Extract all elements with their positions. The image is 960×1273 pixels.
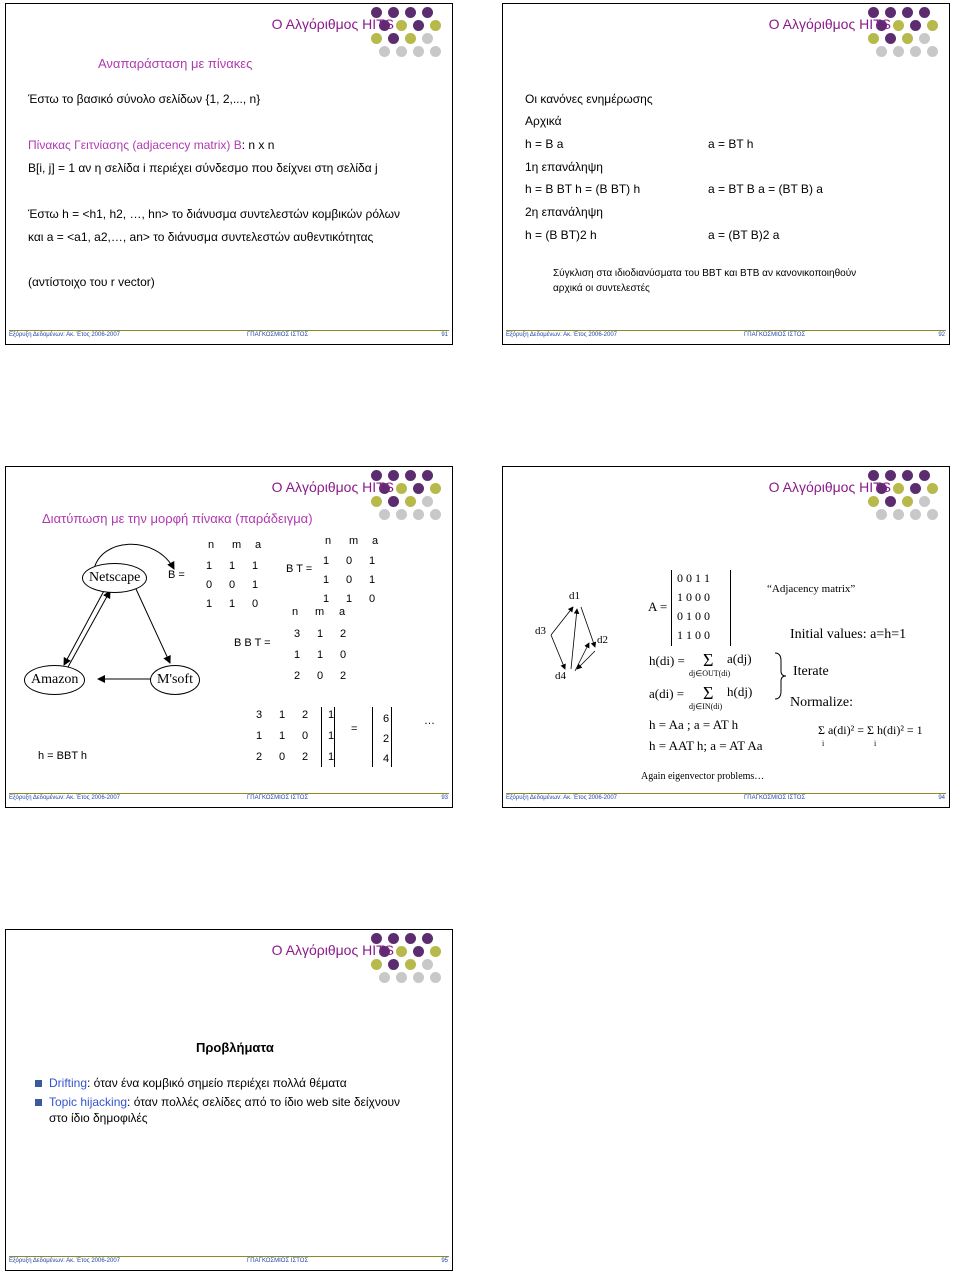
decoration-dot — [430, 972, 441, 983]
matrix-cell: 2 — [302, 709, 309, 721]
slide-title: Ο Αλγόριθμος HITS — [768, 479, 891, 495]
col-head: m — [232, 539, 242, 551]
matrix-cell: 1 — [317, 649, 324, 661]
text-line: Αρχικά — [525, 114, 562, 128]
matrix-cell: 1 — [206, 598, 213, 610]
matrix-cell: 0 — [279, 751, 286, 763]
text-line: 2η επανάληψη — [525, 205, 603, 219]
decoration-dot — [910, 46, 921, 57]
normalize-formula: Σ a(di)² = Σ h(di)² = 1 — [818, 723, 923, 737]
text-fragment: : n x n — [241, 138, 275, 152]
slide-93 — [5, 466, 453, 808]
matrix-row — [323, 590, 375, 609]
col-head: n — [292, 606, 299, 618]
matrix-row — [294, 624, 346, 645]
matrix-cell: 0 — [317, 670, 324, 682]
matrix-cell: 1 — [229, 598, 236, 610]
text-line: Οι κανόνες ενημέρωσης — [525, 92, 653, 106]
col-head: a — [255, 539, 262, 551]
ones-vector — [328, 705, 334, 768]
footer-topic: ΓΠΑΓΚΟΣΜΙΟΣ ΙΣΤΟΣ — [744, 795, 806, 801]
decoration-dot — [388, 33, 399, 44]
normalize-label: Normalize: — [790, 695, 853, 710]
formula-h: h(di) = — [649, 653, 685, 668]
matrix-row: 1 1 0 0 — [677, 628, 710, 642]
product-matrix — [256, 705, 308, 768]
vector-cell: 1 — [328, 730, 335, 742]
matrix-row — [206, 595, 258, 614]
adjacency-label: “Adjacency matrix” — [767, 583, 856, 595]
matrix-cell: 2 — [256, 751, 263, 763]
slide-subtitle: Αναπαράσταση με πίνακες — [98, 56, 253, 71]
decoration-dot — [371, 33, 382, 44]
formula-vector-2: h = AAT h; a = AT Aa — [649, 738, 763, 753]
matrix-cell: 0 — [229, 579, 236, 591]
decoration-dot — [876, 46, 887, 57]
matrix-cell: 1 — [206, 560, 213, 572]
matrix-cell: 2 — [302, 751, 309, 763]
formula-a-sub: dj∈IN(di) — [689, 702, 723, 711]
decoration-dot — [430, 20, 441, 31]
matrix-cell: 1 — [346, 593, 353, 605]
sum-index: i — [874, 739, 877, 748]
matrix-cell: 1 — [323, 555, 330, 567]
matrix-cell: 1 — [252, 579, 259, 591]
matrix-row — [256, 726, 308, 747]
footer-topic: ΓΠΑΓΚΟΣΜΙΟΣ ΙΣΤΟΣ — [247, 795, 309, 801]
decoration-dot — [927, 46, 938, 57]
matrix-cell: 0 — [340, 649, 347, 661]
bullet-term: Topic hijacking — [49, 1095, 128, 1109]
slide-94 — [502, 466, 950, 808]
graph-node-d4: d4 — [555, 670, 566, 682]
text-line: a = (BT B)2 a — [708, 228, 780, 242]
matrix-row: 0 0 1 1 — [677, 571, 710, 585]
brace — [773, 651, 787, 701]
matrix-cell: 1 — [323, 593, 330, 605]
decoration-dot — [868, 33, 879, 44]
bullet-text: : όταν ένα κομβικό σημείο περιέχει πολλά θέματα — [87, 1076, 347, 1090]
text-line: B[i, j] = 1 αν η σελίδα i περιέχει σύνδεσμο που δείχνει στη σελίδα j — [28, 161, 378, 175]
decoration-dot — [405, 959, 416, 970]
vector-cell: 1 — [328, 709, 335, 721]
vector-cell: 6 — [383, 713, 390, 725]
decoration-dot — [902, 7, 913, 18]
result-vector — [383, 709, 389, 769]
eigenvector-note: Again eigenvector problems… — [641, 771, 765, 782]
slide-footer — [9, 793, 449, 804]
matrix-row — [206, 557, 258, 576]
decoration-dot — [910, 20, 921, 31]
matrix-cell: 1 — [252, 560, 259, 572]
sum-index: i — [822, 739, 825, 748]
matrix-row — [294, 645, 346, 666]
initial-values: Initial values: a=h=1 — [790, 627, 907, 642]
decoration-dot — [371, 959, 382, 970]
footer-course: Εξόρυξη Δεδομένων: Ακ. Έτος 2006-2007 — [506, 795, 618, 801]
text-line: 1η επανάληψη — [525, 160, 603, 174]
col-head: a — [372, 535, 379, 547]
graph-node-msoft: M'soft — [150, 665, 200, 695]
decoration-dot — [422, 7, 433, 18]
slide-subtitle: Προβλήματα — [196, 1040, 274, 1055]
matrix-row — [323, 571, 375, 590]
formula-a: a(di) = — [649, 686, 685, 701]
bullet-icon — [35, 1080, 42, 1087]
decoration-dot — [379, 46, 390, 57]
text-line: h = (B BT)2 h — [525, 228, 597, 242]
slide-footer — [506, 793, 946, 804]
iterate-label: Iterate — [793, 664, 829, 679]
col-head: a — [339, 606, 346, 618]
decoration-dot — [413, 972, 424, 983]
formula-h-term: a(dj) — [727, 651, 752, 666]
page-number: 94 — [938, 795, 945, 801]
matrix-cell: 1 — [256, 730, 263, 742]
decoration-dot — [396, 972, 407, 983]
decoration-dot — [422, 33, 433, 44]
col-head: n — [208, 539, 215, 551]
decoration-dot — [388, 959, 399, 970]
vector-cell: 2 — [383, 733, 390, 745]
page-number: 92 — [938, 332, 945, 338]
matrix-cell: 1 — [279, 709, 286, 721]
matrix-cell: 2 — [340, 628, 347, 640]
matrix-cell: 1 — [323, 574, 330, 586]
matrix-cell: 1 — [317, 628, 324, 640]
matrix-cell: 2 — [340, 670, 347, 682]
matrix-label-a: A = — [648, 599, 668, 614]
matrix-row — [294, 666, 346, 687]
decoration-dot — [405, 33, 416, 44]
text-line: και a = <a1, a2,…, an> το διάνυσμα συντελεστών αυθεντικότητας — [28, 230, 374, 244]
slide-footer — [506, 330, 946, 341]
decoration-dot — [430, 946, 441, 957]
decoration-dot — [413, 46, 424, 57]
matrix-cell: 0 — [206, 579, 213, 591]
footer-course: Εξόρυξη Δεδομένων: Ακ. Έτος 2006-2007 — [506, 332, 618, 338]
decoration-dot — [919, 33, 930, 44]
text-line: αρχικά οι συντελεστές — [553, 283, 650, 294]
matrix-row — [256, 705, 308, 726]
footer-course: Εξόρυξη Δεδομένων: Ακ. Έτος 2006-2007 — [9, 332, 121, 338]
col-head: n — [325, 535, 332, 547]
matrix-cell: 2 — [294, 670, 301, 682]
slide-footer — [9, 330, 449, 341]
text-line: Σύγκλιση στα ιδιοδιανύσματα του BBT και BTB αν κανονικοποιηθούν — [553, 268, 857, 279]
ellipsis: … — [424, 715, 435, 727]
matrix-cell: 3 — [294, 628, 301, 640]
slide-95 — [5, 929, 453, 1271]
col-head: m — [349, 535, 359, 547]
matrix-row — [256, 747, 308, 768]
decoration-dot — [885, 33, 896, 44]
matrix-cell: 1 — [369, 555, 376, 567]
matrix-label-bt: B T = — [286, 563, 313, 575]
matrix-bbt — [294, 624, 346, 687]
matrix-row — [323, 552, 375, 571]
matrix-cell: 1 — [229, 560, 236, 572]
text-line: a = BT h — [708, 137, 754, 151]
decoration-dot — [430, 46, 441, 57]
bullet-icon — [35, 1099, 42, 1106]
decoration-dot — [413, 20, 424, 31]
footer-topic: ΓΠΑΓΚΟΣΜΙΟΣ ΙΣΤΟΣ — [247, 1258, 309, 1264]
decoration-dot — [413, 946, 424, 957]
formula-vector-1: h = Aa ; a = AT h — [649, 717, 739, 732]
formula-h-sub: dj∈OUT(di) — [689, 669, 731, 678]
slide-footer — [9, 1256, 449, 1267]
matrix-label-bbt: B B T = — [234, 637, 271, 649]
slide-title: Ο Αλγόριθμος HITS — [271, 16, 394, 32]
slide-91 — [5, 3, 453, 345]
matrix-row: 0 1 0 0 — [677, 609, 710, 623]
bullet-item — [49, 1095, 400, 1109]
bullet-item — [49, 1076, 347, 1090]
vector-cell: 1 — [328, 751, 335, 763]
decoration-dot — [893, 46, 904, 57]
text-line: Έστω το βασικό σύνολο σελίδων {1, 2,..., n} — [28, 92, 261, 106]
bullet-term: Drifting — [49, 1076, 88, 1090]
matrix-cell: 0 — [346, 555, 353, 567]
decoration-dot — [396, 46, 407, 57]
footer-course: Εξόρυξη Δεδομένων: Ακ. Έτος 2006-2007 — [9, 795, 121, 801]
matrix-cell: 0 — [346, 574, 353, 586]
matrix-label-b: B = — [168, 569, 185, 581]
decoration-dot — [902, 33, 913, 44]
text-line: a = BT B a = (BT B) a — [708, 182, 823, 196]
sum-sign: Σ — [703, 650, 714, 670]
page-number: 91 — [441, 332, 448, 338]
matrix-cell: 3 — [256, 709, 263, 721]
matrix-cell: 0 — [252, 598, 259, 610]
decoration-dot — [893, 20, 904, 31]
formula-a-term: h(dj) — [727, 684, 753, 699]
decoration-dot — [927, 20, 938, 31]
slide-title: Ο Αλγόριθμος HITS — [271, 942, 394, 958]
decoration-dot — [422, 959, 433, 970]
matrix-row — [206, 576, 258, 595]
matrix-cell: 1 — [294, 649, 301, 661]
matrix-cell: 0 — [369, 593, 376, 605]
slide-subtitle: Διατύπωση με την μορφή πίνακα (παράδειγμα) — [42, 511, 313, 526]
matrix-a — [677, 569, 710, 645]
footer-topic: ΓΠΑΓΚΟΣΜΙΟΣ ΙΣΤΟΣ — [247, 332, 309, 338]
text-line: Έστω h = <h1, h2, …, hn> το διάνυσμα συντελεστών κομβικών ρόλων — [28, 207, 400, 221]
decoration-dot — [422, 933, 433, 944]
h-equation: h = BBT h — [38, 750, 88, 762]
text-line — [28, 138, 274, 152]
equals-sign: = — [351, 723, 358, 735]
graph-node-netscape: Netscape — [82, 563, 147, 593]
matrix-cell: 0 — [302, 730, 309, 742]
graph-node-d1: d1 — [569, 590, 580, 602]
graph-node-d2: d2 — [597, 634, 608, 646]
decoration-dot — [396, 20, 407, 31]
matrix-row: 1 0 0 0 — [677, 590, 710, 604]
text-line: h = B a — [525, 137, 564, 151]
page-number: 95 — [441, 1258, 448, 1264]
matrix-bt — [323, 552, 375, 609]
decoration-dot — [405, 933, 416, 944]
vector-cell: 4 — [383, 753, 390, 765]
sum-sign: Σ — [703, 683, 714, 703]
decoration-dot — [919, 7, 930, 18]
text-line: (αντίστοιχο του r vector) — [28, 275, 155, 289]
bullet-text-continued: στο ίδιο δημοφιλές — [49, 1111, 148, 1125]
decoration-dot — [396, 946, 407, 957]
graph-node-amazon: Amazon — [24, 665, 85, 695]
matrix-cell: 1 — [369, 574, 376, 586]
bullet-text: : όταν πολλές σελίδες από το ίδιο web site δείχνουν — [127, 1095, 401, 1109]
footer-topic: ΓΠΑΓΚΟΣΜΙΟΣ ΙΣΤΟΣ — [744, 332, 806, 338]
graph-node-d3: d3 — [535, 625, 546, 637]
decoration-dot — [379, 972, 390, 983]
text-line: h = B BT h = (B BT) h — [525, 182, 641, 196]
matrix-cell: 1 — [279, 730, 286, 742]
slide-title: Ο Αλγόριθμος HITS — [768, 16, 891, 32]
matrix-b — [206, 557, 258, 614]
slide-title: Ο Αλγόριθμος HITS — [271, 479, 394, 495]
decoration-dot — [405, 7, 416, 18]
footer-course: Εξόρυξη Δεδομένων: Ακ. Έτος 2006-2007 — [9, 1258, 121, 1264]
slide-92 — [502, 3, 950, 345]
col-head: m — [315, 606, 325, 618]
highlight-term: Πίνακας Γειτνίασης (adjacency matrix) B — [28, 138, 242, 152]
page-number: 93 — [441, 795, 448, 801]
